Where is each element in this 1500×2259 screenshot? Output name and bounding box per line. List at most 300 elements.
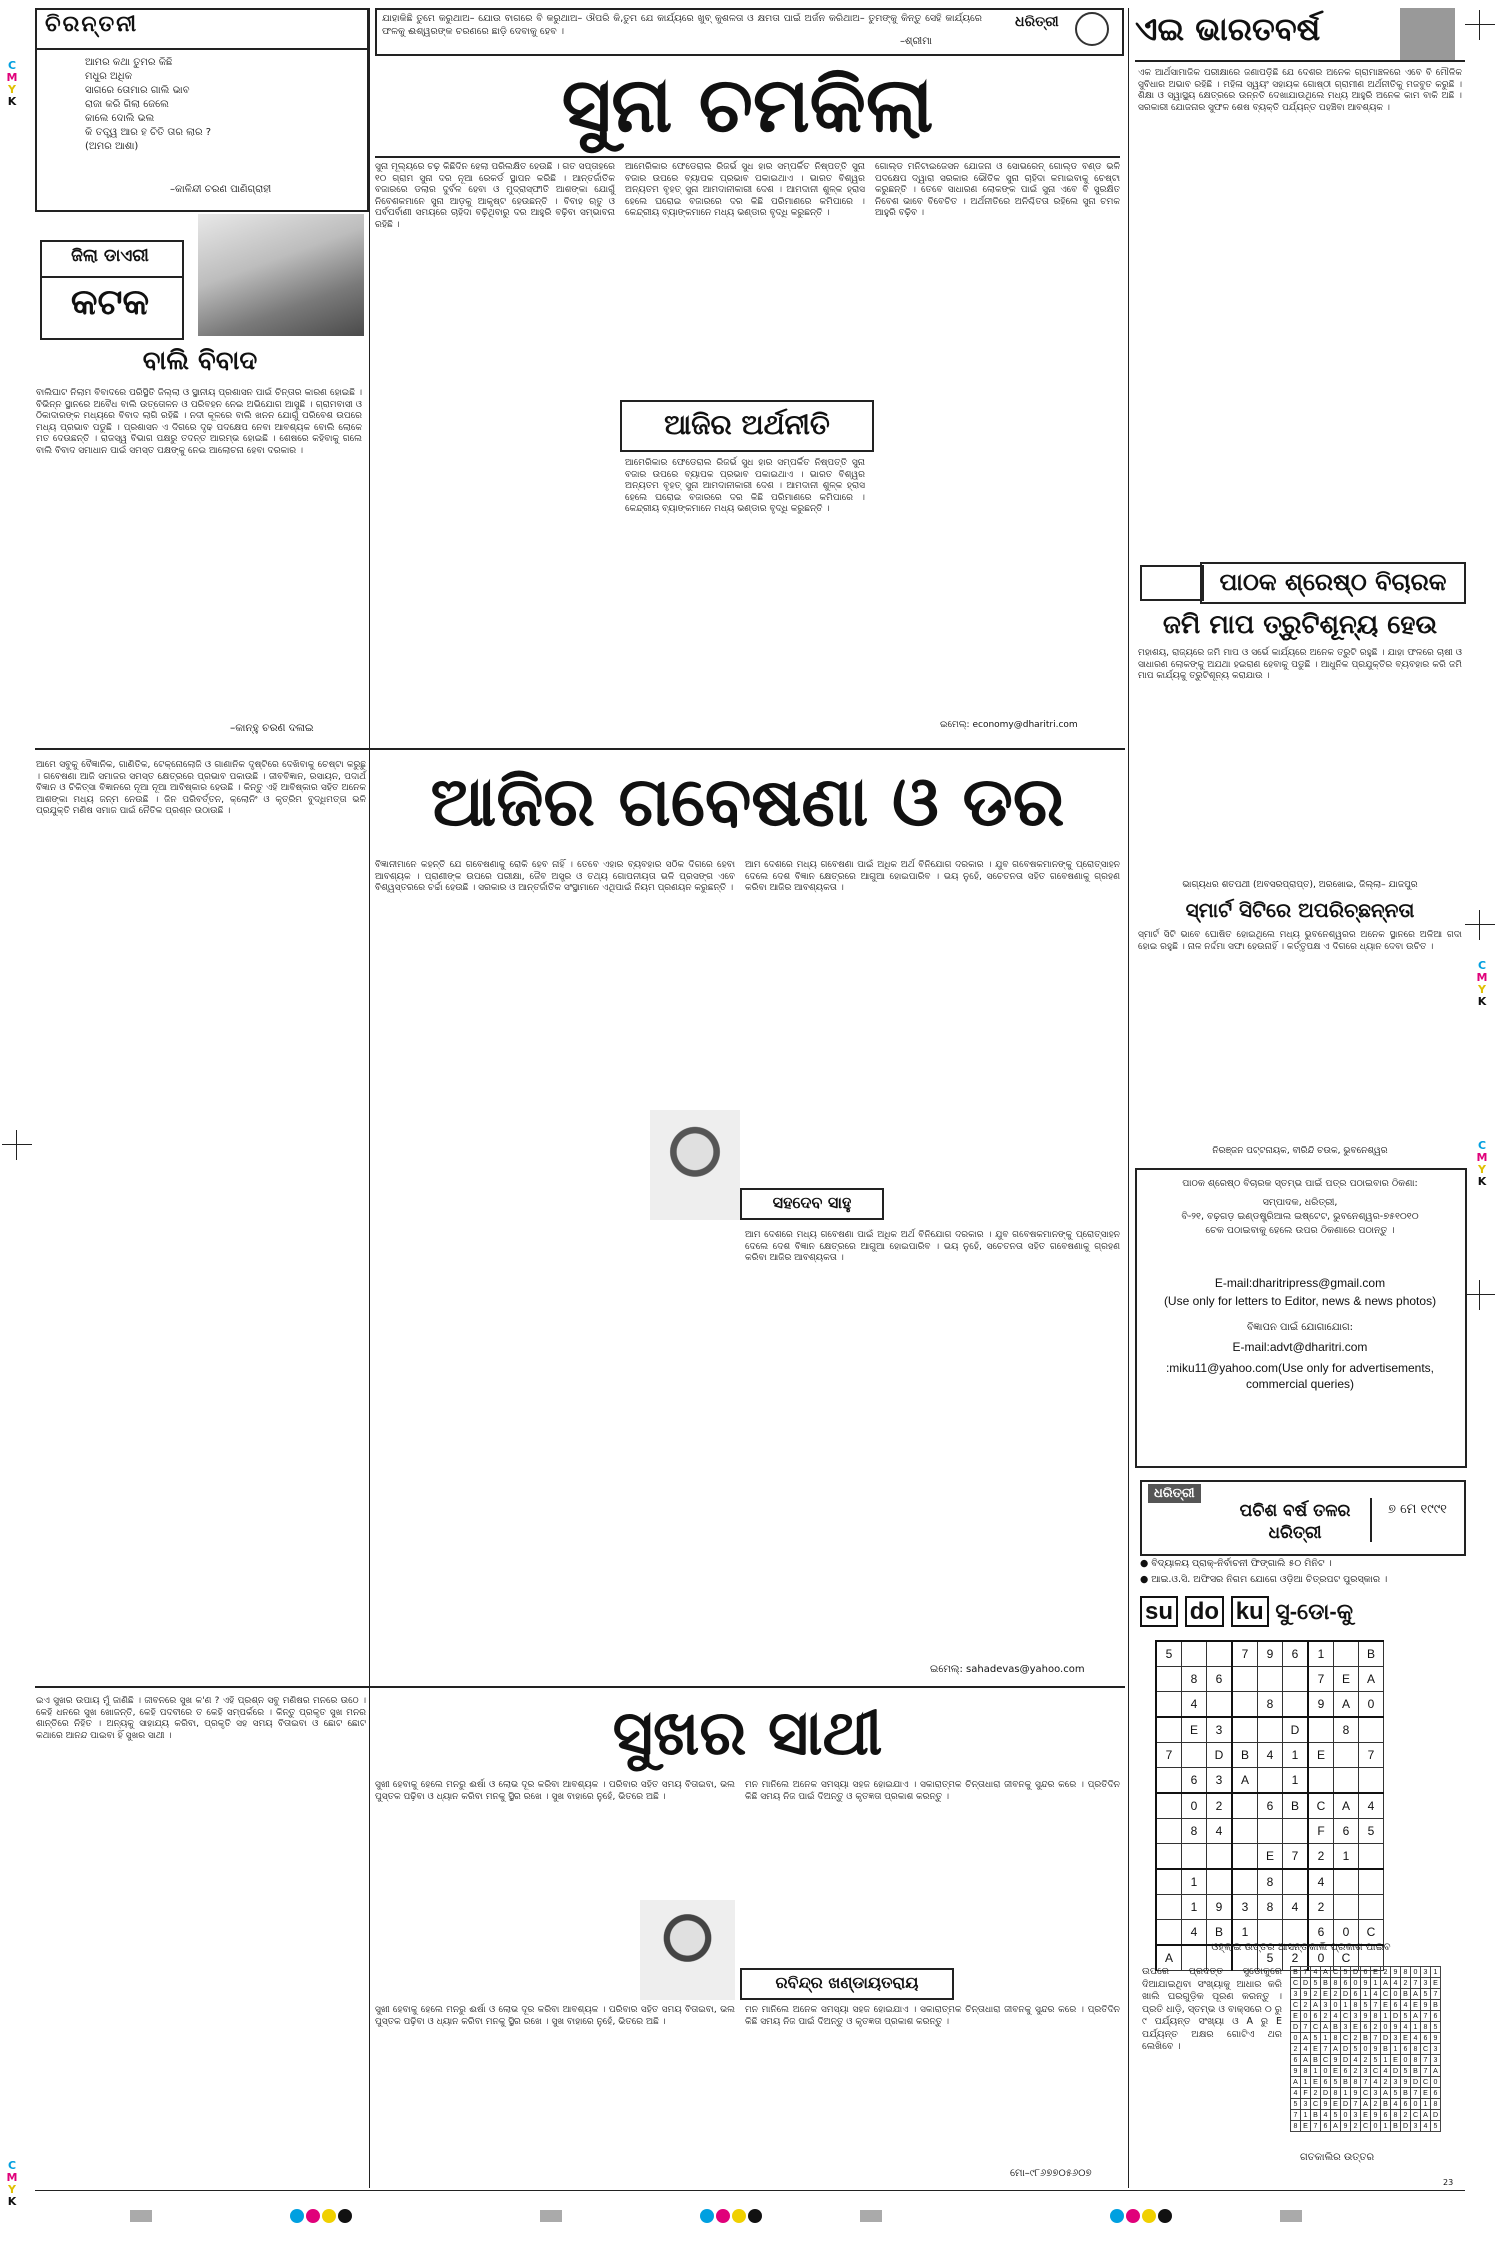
sudoku-row xyxy=(1156,1869,1384,1895)
sudoku-cell[interactable] xyxy=(1359,1895,1384,1920)
sudoku-cell: D xyxy=(1207,1743,1233,1768)
answer-cell: C xyxy=(1311,2099,1321,2110)
sudoku-cell[interactable] xyxy=(1156,1667,1182,1692)
answer-row xyxy=(1291,2099,1441,2110)
answer-cell: 8 xyxy=(1391,2110,1401,2121)
gaveshana-col3b: ଆମ ଦେଶରେ ମଧ୍ୟ ଗବେଷଣା ପାଇଁ ଅଧିକ ଅର୍ଥ ବିନିଯୋଗ ଦରକାର । ଯୁବ ଗବେଷକମାନଙ୍କୁ ପ୍ରୋତ୍ସାହନ ଦେଲେ ଦେଶ ବିଜ୍ଞାନ କ୍ଷେତ୍ରରେ ଆଗୁଆ ହୋଇପାରିବ । ଭୟ ନୁହେଁ, ସଚେତନତା ସହିତ ଗବେଷଣାକୁ ଗ୍ରହଣ କରିବା ଆଜିର ଆବଶ୍ୟକତା । xyxy=(745,1230,1123,1264)
answer-cell: 0 xyxy=(1431,2077,1441,2088)
gaveshana-col3: ଆମ ଦେଶରେ ମଧ୍ୟ ଗବେଷଣା ପାଇଁ ଅଧିକ ଅର୍ଥ ବିନିଯୋଗ ଦରକାର । ଯୁବ ଗବେଷକମାନଙ୍କୁ ପ୍ରୋତ୍ସାହନ ଦେଲେ ଦେଶ ବିଜ୍ଞାନ କ୍ଷେତ୍ରରେ ଆଗୁଆ ହୋଇପାରିବ । ଭୟ ନୁହେଁ, ସଚେତନତା ସହିତ ଗବେଷଣାକୁ ଗ୍ରହଣ କରିବା ଆଜିର ଆବଶ୍ୟକତା । xyxy=(745,860,1123,894)
sudoku-cell[interactable] xyxy=(1258,1717,1283,1743)
gaveshana-email[interactable]: ଇମେଲ୍: sahadevas@yahoo.com xyxy=(930,1664,1085,1675)
answer-row xyxy=(1291,2110,1441,2121)
sukhar-col2: ସୁଖୀ ହେବାକୁ ହେଲେ ମନରୁ ଈର୍ଷା ଓ ଲୋଭ ଦୂର କରିବା ଆବଶ୍ୟକ । ପରିବାର ସହିତ ସମୟ ବିତାଇବା, ଭଲ ପୁସ୍ତକ ପଢ଼ିବା ଓ ଧ୍ୟାନ କରିବା ମନକୁ ସ୍ଥିର ରଖେ । ସୁଖ ବାହାରେ ନୁହେଁ, ଭିତରେ ଅଛି । xyxy=(375,1780,738,1802)
dhariti25-divider xyxy=(1370,1498,1372,1542)
sudoku-cell: 0 xyxy=(1182,1793,1207,1819)
answer-cell: 9 xyxy=(1331,2055,1341,2066)
sudoku-cell[interactable] xyxy=(1156,1844,1182,1870)
registration-cross-right-top xyxy=(1465,10,1495,40)
answer-cell: 4 xyxy=(1301,2044,1311,2055)
sudoku-cell[interactable] xyxy=(1283,1869,1309,1895)
answer-cell: 8 xyxy=(1421,2022,1431,2033)
fort-photo xyxy=(198,214,364,336)
answer-cell: 0 xyxy=(1291,2033,1301,2044)
answer-cell: 1 xyxy=(1371,1978,1381,1989)
sudoku-cell[interactable] xyxy=(1232,1869,1258,1895)
sudoku-cell: 0 xyxy=(1334,1920,1359,1946)
answer-cell: 4 xyxy=(1321,2110,1331,2121)
footer-grey-4 xyxy=(1280,2210,1302,2222)
answer-cell: 1 xyxy=(1341,2088,1351,2099)
answer-cell: D xyxy=(1431,2110,1441,2121)
answer-cell: D xyxy=(1291,2022,1301,2033)
chirantani-rule xyxy=(35,48,369,50)
footer-grey-3 xyxy=(860,2210,882,2222)
bharat-section: ଏଇ ଭାରତବର୍ଷ xyxy=(1135,10,1321,48)
sudoku-cell: B xyxy=(1359,1641,1384,1667)
answer-cell: 8 xyxy=(1351,2077,1361,2088)
sudoku-cell[interactable] xyxy=(1232,1717,1258,1743)
answer-cell: 6 xyxy=(1401,2044,1411,2055)
answer-cell: D xyxy=(1341,2055,1351,2066)
sudoku-cell[interactable] xyxy=(1207,1844,1233,1870)
sudoku-cell: 6 xyxy=(1283,1641,1309,1667)
letter2-title: ସ୍ମାର୍ଟ ସିଟିରେ ଅପରିଚ୍ଛନ୍ନତା xyxy=(1185,898,1415,922)
sudoku-cell[interactable] xyxy=(1182,1844,1207,1870)
sudoku-cell: A xyxy=(1359,1667,1384,1692)
answer-cell: 1 xyxy=(1421,2099,1431,2110)
answer-cell: D xyxy=(1381,2033,1391,2044)
answer-cell: 9 xyxy=(1391,1967,1401,1978)
email3[interactable]: :miku11@yahoo.com(Use only for advertisements, commercial queries) xyxy=(1165,1361,1435,1391)
answer-cell: 1 xyxy=(1341,2000,1351,2011)
sudoku-cell[interactable] xyxy=(1283,1692,1309,1718)
answer-cell: 4 xyxy=(1421,2121,1431,2132)
sudoku-cell: A xyxy=(1232,1768,1258,1794)
suna-col2: ଆମେରିକାର ଫେଡେରାଲ ରିଜର୍ଭ ସୁଧ ହାର ସମ୍ପର୍କିତ ନିଷ୍ପତ୍ତି ସୁନା ବଜାର ଉପରେ ବ୍ୟାପକ ପ୍ରଭାବ ପକାଇଥାଏ । ଭାରତ ବିଶ୍ୱର ଅନ୍ୟତମ ବୃହତ୍ ସୁନା ଆମଦାନୀକାରୀ ଦେଶ । ଆମଦାନୀ ଶୁଳ୍କ ହ୍ରାସ ହେଲେ ଘରୋଇ ବଜାରରେ ଦର କିଛି ପରିମାଣରେ କମିପାରେ । କେନ୍ଦ୍ରୀୟ ବ୍ୟାଙ୍କମାନେ ମଧ୍ୟ ଭଣ୍ଡାର ବୃଦ୍ଧି କରୁଛନ୍ତି । xyxy=(625,162,868,219)
answer-cell: 9 xyxy=(1321,2099,1331,2110)
answer-cell: B xyxy=(1331,2022,1341,2033)
answer-cell: 5 xyxy=(1421,1989,1431,2000)
answer-cell: D xyxy=(1411,2077,1421,2088)
answer-cell: C xyxy=(1311,2022,1321,2033)
answer-cell: 7 xyxy=(1361,2077,1371,2088)
answer-cell: A xyxy=(1431,2066,1441,2077)
sudoku-cell: 1 xyxy=(1308,1641,1334,1667)
answer-cell: 6 xyxy=(1361,1967,1371,1978)
dhariti25-item2: ● ଆଇ.ଓ.ସି. ଅଫିସର ନିଗମ ଯୋଗେ ଓଡ଼ିଆ ଚିତ୍ରପଟ ପୁରସ୍କାର । xyxy=(1140,1574,1388,1585)
footer-grey-2 xyxy=(540,2210,562,2222)
zilla-title: ବାଲି ବିବାଦ xyxy=(142,346,258,376)
answer-cell: 3 xyxy=(1421,1967,1431,1978)
sudoku-cell[interactable] xyxy=(1207,1869,1233,1895)
sudoku-cell[interactable] xyxy=(1359,1768,1384,1794)
suna-box-title: ଆଜିର ଅର୍ଥନୀତି xyxy=(664,408,830,441)
answer-cell: D xyxy=(1341,2099,1351,2110)
answer-row xyxy=(1291,2088,1441,2099)
answer-cell: C xyxy=(1421,2044,1431,2055)
sudoku-cell: 3 xyxy=(1232,1895,1258,1920)
sudoku-row xyxy=(1156,1819,1384,1844)
answer-cell: 0 xyxy=(1371,2121,1381,2132)
sudoku-cell: F xyxy=(1308,1819,1334,1844)
sudoku-answer-grid xyxy=(1290,1966,1441,2132)
answer-cell: 6 xyxy=(1431,2011,1441,2022)
sudoku-cell: 3 xyxy=(1207,1717,1233,1743)
letter2-author: ନିରଞ୍ଜନ ପଟ୍ଟନାୟକ, ବୀରିନ୍ଦି ଚଉକ, ଭୁବନେଶ୍ୱର xyxy=(1212,1146,1388,1156)
answer-cell: C xyxy=(1361,2088,1371,2099)
sudoku-cell: 8 xyxy=(1334,1717,1359,1743)
sudoku-table[interactable] xyxy=(1155,1640,1384,1971)
section-divider-1 xyxy=(35,748,1125,750)
sudoku-cell[interactable] xyxy=(1156,1793,1182,1819)
dhariti25-date: ୭ ମେ ୧୯୯୧ xyxy=(1388,1502,1447,1517)
answer-cell: 4 xyxy=(1391,2099,1401,2110)
sudoku-cell[interactable] xyxy=(1258,1768,1283,1794)
answer-cell: 6 xyxy=(1321,2077,1331,2088)
envelope-icon xyxy=(1140,565,1204,601)
gaveshana-col2: ବିଜ୍ଞାନୀମାନେ କହନ୍ତି ଯେ ଗବେଷଣାକୁ ରୋକି ହେବ ନାହିଁ । ତେବେ ଏହାର ବ୍ୟବହାର ସଠିକ ଦିଗରେ ହେବା ଆବଶ୍ୟକ । ପ୍ରାଣୀଙ୍କ ଉପରେ ପରୀକ୍ଷା, ଜୈବ ଅସ୍ତ୍ର ଓ ତଥ୍ୟ ଗୋପନୀୟତା ଭଳି ପ୍ରସଙ୍ଗ ଏବେ ବିଶ୍ୱସ୍ତରରେ ଚର୍ଚ୍ଚା ହେଉଛି । ସରକାର ଓ ଆନ୍ତର୍ଜାତିକ ସଂସ୍ଥାମାନେ ଏଥିପାଇଁ ନିୟମ ପ୍ରଣୟନ କରୁଛନ୍ତି । xyxy=(375,860,738,894)
answer-cell: 9 xyxy=(1401,2077,1411,2088)
answer-cell: 2 xyxy=(1381,2077,1391,2088)
sudoku-cell[interactable] xyxy=(1283,1667,1309,1692)
answer-cell: 2 xyxy=(1351,2121,1361,2132)
answer-cell: 2 xyxy=(1331,1989,1341,2000)
answer-cell: 5 xyxy=(1431,2121,1441,2132)
answer-cell: 6 xyxy=(1361,2022,1371,2033)
sudoku-cell: 7 xyxy=(1156,1743,1182,1768)
suna-headline: ସୁନା ଚମକିଲା xyxy=(561,60,934,149)
answer-cell: D xyxy=(1391,2066,1401,2077)
answer-cell: 0 xyxy=(1351,1978,1361,1989)
sudoku-row xyxy=(1156,1895,1384,1920)
sudoku-cell: 8 xyxy=(1258,1869,1283,1895)
sudoku-cell[interactable] xyxy=(1359,1869,1384,1895)
answer-cell: D xyxy=(1391,2011,1401,2022)
sudoku-cell: 6 xyxy=(1182,1768,1207,1794)
dhariti25-label: ପଚିଶ ବର୍ଷ ତଳର ଧରିତ୍ରୀ xyxy=(1239,1501,1351,1543)
answer-cell: 8 xyxy=(1411,2044,1421,2055)
answer-cell: 5 xyxy=(1351,2044,1361,2055)
answer-cell: 4 xyxy=(1411,2033,1421,2044)
sukhar-col1: ଇଏ ସୁଖର ଉପାୟ ମୁଁ ଜାଣିଛି । ଜୀବନରେ ସୁଖ କ'ଣ ? ଏହି ପ୍ରଶ୍ନ ସବୁ ମଣିଷର ମନରେ ଉଠେ । କେହି ଧନରେ ସୁଖ ଖୋଜନ୍ତି, କେହି ପଦବୀରେ ତ କେହି ସମ୍ପର୍କରେ । କିନ୍ତୁ ପ୍ରକୃତ ସୁଖ ମନର ଶାନ୍ତିରେ ନିହିତ । ଅନ୍ୟକୁ ସାହାଯ୍ୟ କରିବା, ପ୍ରକୃତି ସହ ସମୟ ବିତାଇବା ଓ ଛୋଟ ଛୋଟ କଥାରେ ଆନନ୍ଦ ପାଇବା ହିଁ ସୁଖର ସାଥୀ । xyxy=(36,1696,369,1741)
answer-cell: E xyxy=(1381,2000,1391,2011)
answer-cell: 2 xyxy=(1381,1967,1391,1978)
answer-cell: A xyxy=(1331,2044,1341,2055)
sudoku-cell: 5 xyxy=(1156,1641,1182,1667)
sudoku-cell[interactable] xyxy=(1156,1819,1182,1844)
suna-col2b: ଆମେରିକାର ଫେଡେରାଲ ରିଜର୍ଭ ସୁଧ ହାର ସମ୍ପର୍କିତ ନିଷ୍ପତ୍ତି ସୁନା ବଜାର ଉପରେ ବ୍ୟାପକ ପ୍ରଭାବ ପକାଇଥାଏ । ଭାରତ ବିଶ୍ୱର ଅନ୍ୟତମ ବୃହତ୍ ସୁନା ଆମଦାନୀକାରୀ ଦେଶ । ଆମଦାନୀ ଶୁଳ୍କ ହ୍ରାସ ହେଲେ ଘରୋଇ ବଜାରରେ ଦର କିଛି ପରିମାଣରେ କମିପାରେ । କେନ୍ଦ୍ରୀୟ ବ୍ୟାଙ୍କମାନେ ମଧ୍ୟ ଭଣ୍ଡାର ବୃଦ୍ଧି କରୁଛନ୍ତି । xyxy=(625,458,868,515)
sudoku-cell: 5 xyxy=(1359,1819,1384,1844)
suna-col1: ସୁନା ମୂଲ୍ୟରେ ଚଢ଼ କିଛିଦିନ ହେଲା ପରିଲକ୍ଷିତ ହେଉଛି । ଗତ ସପ୍ତାହରେ ୧୦ ଗ୍ରାମ ସୁନା ଦର ନୂଆ ରେକର୍ଡ ସ୍ଥାପନ କରିଛି । ଆନ୍ତର୍ଜାତିକ ବଜାରରେ ଡଲାର ଦୁର୍ବଳ ହେବା ଓ ମୁଦ୍ରାସ୍ଫୀତି ଆଶଙ୍କା ଯୋଗୁଁ ନିବେଶକମାନେ ସୁନା ଆଡ଼କୁ ଆକୃଷ୍ଟ ହେଉଛନ୍ତି । ବିବାହ ଋତୁ ଓ ପର୍ବପର୍ବାଣୀ ସମୟରେ ଚାହିଦା ବଢ଼ିଥିବାରୁ ଦର ଆହୁରି ବଢ଼ିବା ସମ୍ଭାବନା ରହିଛି । xyxy=(375,162,618,230)
answer-cell: E xyxy=(1421,2088,1431,2099)
sudoku-cell: 7 xyxy=(1283,1844,1309,1870)
cmyk-mark-left-top: C M Y K xyxy=(6,59,18,108)
sudoku-cell: 1 xyxy=(1182,1895,1207,1920)
answer-cell: B xyxy=(1401,1989,1411,2000)
answer-cell: 0 xyxy=(1301,2011,1311,2022)
sudoku-cell[interactable] xyxy=(1334,1768,1359,1794)
sudoku-row xyxy=(1156,1844,1384,1870)
answer-cell: 8 xyxy=(1331,2088,1341,2099)
answer-cell: E xyxy=(1311,2077,1321,2088)
answer-row xyxy=(1291,2000,1441,2011)
answer-cell: 8 xyxy=(1371,2011,1381,2022)
answer-cell: 6 xyxy=(1341,1978,1351,1989)
answer-cell: 2 xyxy=(1401,2110,1411,2121)
answer-cell: 2 xyxy=(1311,2088,1321,2099)
answer-cell: C xyxy=(1411,2110,1421,2121)
sudoku-title xyxy=(1140,1598,1353,1626)
answer-cell: 3 xyxy=(1391,2077,1401,2088)
answer-cell: 7 xyxy=(1421,2066,1431,2077)
answer-cell: 2 xyxy=(1351,2033,1361,2044)
sudoku-cell: 2 xyxy=(1283,1945,1309,1971)
sudoku-cell: 2 xyxy=(1207,1793,1233,1819)
sudoku-cell: A xyxy=(1334,1692,1359,1718)
sudoku-cell: 4 xyxy=(1283,1895,1309,1920)
answer-row xyxy=(1291,1989,1441,2000)
sudoku-cell[interactable] xyxy=(1308,1717,1334,1743)
sukhar-phone: ମୋ–୯୮୬୭୭୦୫୬୦୭ xyxy=(1010,2168,1092,2179)
answer-cell: C xyxy=(1381,1989,1391,2000)
sudoku-cell[interactable] xyxy=(1232,1793,1258,1819)
sudoku-cell: 9 xyxy=(1308,1692,1334,1718)
answer-cell: 5 xyxy=(1311,1978,1321,1989)
sudoku-row xyxy=(1156,1768,1384,1794)
email1[interactable]: E-mail:dharitripress@gmail.com xyxy=(1214,1276,1386,1290)
answer-cell: A xyxy=(1381,1978,1391,1989)
sudoku-cell: 1 xyxy=(1232,1920,1258,1946)
sudoku-cell: B xyxy=(1207,1920,1233,1946)
letter2-body: ସ୍ମାର୍ଟ ସିଟି ଭାବେ ଘୋଷିତ ହୋଇଥିଲେ ମଧ୍ୟ ଭୁବନେଶ୍ୱରର ଅନେକ ସ୍ଥାନରେ ଅଳିଆ ଗଦା ହୋଇ ରହୁଛି । ନାଳ ନର୍ଦ୍ଦମା ସଫା ହେଉନାହିଁ । କର୍ତ୍ତୃପକ୍ଷ ଏ ଦିଗରେ ଧ୍ୟାନ ଦେବା ଉଚିତ । xyxy=(1138,930,1465,952)
sudoku-cell[interactable] xyxy=(1232,1667,1258,1692)
answer-cell: E xyxy=(1361,2110,1371,2121)
wheel-icon xyxy=(1075,12,1109,46)
answer-cell: 0 xyxy=(1321,2066,1331,2077)
sudoku-cell: E xyxy=(1334,1667,1359,1692)
answer-row xyxy=(1291,1967,1441,1978)
answer-cell: D xyxy=(1351,1967,1361,1978)
answer-cell: 5 xyxy=(1401,2066,1411,2077)
sudoku-cell[interactable] xyxy=(1207,1641,1233,1667)
sudoku-cell[interactable] xyxy=(1232,1844,1258,1870)
answer-cell: E xyxy=(1411,2000,1421,2011)
sudoku-cell: 6 xyxy=(1207,1667,1233,1692)
answer-cell: 1 xyxy=(1381,2055,1391,2066)
answer-cell: 9 xyxy=(1371,2110,1381,2121)
sukhar-col3: ମନ ମାନିଲେ ଅନେକ ସମସ୍ୟା ସହଜ ହୋଇଯାଏ । ସକାରାତ୍ମକ ଚିନ୍ତାଧାରା ଜୀବନକୁ ସୁନ୍ଦର କରେ । ପ୍ରତିଦିନ କିଛି ସମୟ ନିଜ ପାଇଁ ଦିଅନ୍ତୁ ଓ କୃତଜ୍ଞତା ପ୍ରକାଶ କରନ୍ତୁ । xyxy=(745,1780,1123,1802)
answer-cell: 7 xyxy=(1411,1978,1421,1989)
answer-cell: 3 xyxy=(1341,2022,1351,2033)
suna-top-rule xyxy=(375,156,1120,158)
sudoku-cell[interactable] xyxy=(1156,1768,1182,1794)
sudoku-cell: 4 xyxy=(1182,1920,1207,1946)
sudoku-cell[interactable] xyxy=(1334,1743,1359,1768)
sudoku-title-do: do xyxy=(1185,1596,1224,1627)
answer-cell: 1 xyxy=(1411,2022,1421,2033)
answer-cell: 3 xyxy=(1301,2099,1311,2110)
answer-cell: 4 xyxy=(1391,1978,1401,1989)
sudoku-cell: D xyxy=(1283,1717,1309,1743)
answer-cell: B xyxy=(1361,2033,1371,2044)
sudoku-cell[interactable] xyxy=(1334,1895,1359,1920)
answer-cell: 6 xyxy=(1291,2055,1301,2066)
answer-cell: C xyxy=(1421,2077,1431,2088)
rabindra-name: ରବିନ୍ଦ୍ର ଖଣ୍ଡାୟତରାୟ xyxy=(775,1973,919,1992)
answer-cell: 3 xyxy=(1421,1978,1431,1989)
answer-cell: E xyxy=(1391,2055,1401,2066)
answer-cell: 7 xyxy=(1291,2110,1301,2121)
answer-row xyxy=(1291,2066,1441,2077)
answer-cell: 6 xyxy=(1321,2121,1331,2132)
sudoku-cell: E xyxy=(1308,1743,1334,1768)
answer-row xyxy=(1291,2121,1441,2132)
answer-cell: 1 xyxy=(1301,2077,1311,2088)
sudoku-cell[interactable] xyxy=(1156,1717,1182,1743)
sudoku-cell: 1 xyxy=(1283,1768,1309,1794)
answer-cell: E xyxy=(1431,1978,1441,1989)
answer-cell: D xyxy=(1341,2044,1351,2055)
answer-cell: 7 xyxy=(1421,2011,1431,2022)
answer-cell: A xyxy=(1411,1989,1421,2000)
answer-cell: D xyxy=(1401,2121,1411,2132)
sudoku-cell: B xyxy=(1232,1743,1258,1768)
sudoku-cell[interactable] xyxy=(1334,1641,1359,1667)
sudoku-cell: 7 xyxy=(1359,1743,1384,1768)
answer-cell: 9 xyxy=(1361,1978,1371,1989)
sudoku-cell[interactable] xyxy=(1283,1819,1309,1844)
cmyk-mark-right-mid2: C M Y K xyxy=(1476,1139,1488,1188)
section-divider-2 xyxy=(35,1686,1125,1688)
chirantani-poem: ଆମର କଥା ତୁମର କିଛି ମଧୁର ଅଧିକ ସାଗରେ ତୋମାର ଗାଲି ଭାବ ରାଜା କରି ଗିଲା ଜେଲେ କାଲେ ଦୋଲି ଭଲ କି ତତ୍ତ୍ୱ ଆର ହ ଚିତି ତାର ଲାର ? (ଅମର ଆଶା) xyxy=(85,57,212,152)
answer-row xyxy=(1291,2033,1441,2044)
sudoku-cell[interactable] xyxy=(1156,1692,1182,1718)
sudoku-cell[interactable] xyxy=(1258,1667,1283,1692)
sudoku-title-odia: ସୁ-ଡୋ-କୁ xyxy=(1275,1599,1353,1624)
answer-cell: 8 xyxy=(1291,2121,1301,2132)
answer-cell: 7 xyxy=(1371,2000,1381,2011)
answer-cell: A xyxy=(1301,2033,1311,2044)
answer-cell: 5 xyxy=(1371,2055,1381,2066)
sahadev-photo xyxy=(650,1110,740,1220)
answer-cell: 2 xyxy=(1371,2022,1381,2033)
sudoku-grid[interactable] xyxy=(1155,1640,1384,1971)
sudoku-cell[interactable] xyxy=(1156,1869,1182,1895)
suna-col3: ଗୋଲ୍ଡ ମନିଟାଇଜେସନ ଯୋଜନା ଓ ସୋଭରେନ୍ ଗୋଲ୍ଡ ବଣ୍ଡ ଭଳି ପଦକ୍ଷେପ ଦ୍ୱାରା ସରକାର ଭୌତିକ ସୁନା ଚାହିଦା କମାଇବାକୁ ଚେଷ୍ଟା କରୁଛନ୍ତି । ତେବେ ସାଧାରଣ ଲୋକଙ୍କ ପାଇଁ ସୁନା ଏବେ ବି ସୁରକ୍ଷିତ ନିବେଶ ଭାବେ ବିବେଚିତ । ଅର୍ଥନୀତିରେ ଅନିଶ୍ଚିତତା ରହିଲେ ସୁନା ଚମକ ଆହୁରି ବଢ଼ିବ । xyxy=(875,162,1123,219)
sudoku-cell[interactable] xyxy=(1156,1895,1182,1920)
answer-cell: 7 xyxy=(1301,1967,1311,1978)
answer-row xyxy=(1291,2022,1441,2033)
dhariti25-logo: ଧରିତ୍ରୀ xyxy=(1148,1484,1201,1503)
answer-cell: 8 xyxy=(1331,1978,1341,1989)
email2[interactable]: E-mail:advt@dharitri.com xyxy=(1232,1340,1368,1354)
answer-cell: 4 xyxy=(1371,2077,1381,2088)
answer-cell: 3 xyxy=(1351,2011,1361,2022)
answer-cell: 0 xyxy=(1391,1989,1401,2000)
contact-addr: ସମ୍ପାଦକ, ଧରିତ୍ରୀ, ବି-୨୧, ବଢ଼ଗଡ଼ ଇଣ୍ଡଷ୍ଟ୍ରିଆଲ ଇଷ୍ଟେଟ, ଭୁବନେଶ୍ୱର-୭୫୧୦୧୦ ଚେକ ପଠାଇବାକୁ ହେଲେ ଉପର ଠିକଣାରେ ପଠାନ୍ତୁ । xyxy=(1181,1197,1419,1236)
sudoku-cell[interactable] xyxy=(1258,1819,1283,1844)
answer-cell: 9 xyxy=(1431,2033,1441,2044)
sudoku-cell[interactable] xyxy=(1359,1717,1384,1743)
answer-cell: 2 xyxy=(1321,2011,1331,2022)
sudoku-cell[interactable] xyxy=(1308,1768,1334,1794)
sudoku-cell: 7 xyxy=(1308,1667,1334,1692)
answer-cell: 7 xyxy=(1371,2033,1381,2044)
letter1-title: ଜମି ମାପ ତ୍ରୁଟିଶୂନ୍ୟ ହେଉ xyxy=(1162,610,1438,640)
sudoku-cell[interactable] xyxy=(1334,1869,1359,1895)
answer-cell: 8 xyxy=(1351,2000,1361,2011)
bharat-rule xyxy=(1135,60,1465,62)
answer-cell: E xyxy=(1371,1967,1381,1978)
answer-cell: 4 xyxy=(1371,1989,1381,2000)
answer-cell: A xyxy=(1381,2088,1391,2099)
sudoku-cell[interactable] xyxy=(1207,1692,1233,1718)
sudoku-cell[interactable] xyxy=(1232,1819,1258,1844)
sudoku-cell[interactable] xyxy=(1359,1844,1384,1870)
answer-cell: 0 xyxy=(1411,1967,1421,1978)
answer-cell: 7 xyxy=(1351,2099,1361,2110)
answer-cell: B xyxy=(1431,2000,1441,2011)
answer-cell: 4 xyxy=(1291,2088,1301,2099)
answer-cell: 4 xyxy=(1401,2022,1411,2033)
answer-cell: 1 xyxy=(1311,2066,1321,2077)
answer-cell: A xyxy=(1321,2022,1331,2033)
sudoku-cell: 1 xyxy=(1283,1743,1309,1768)
answer-cell: 6 xyxy=(1421,2033,1431,2044)
answer-cell: E xyxy=(1291,2011,1301,2022)
answer-cell: 5 xyxy=(1331,2110,1341,2121)
india-map-icon xyxy=(1400,8,1455,60)
registration-cross-right-mid xyxy=(1465,910,1495,940)
zilla-author: –କାନ୍ହୁ ଚରଣ ଦଳାଇ xyxy=(230,722,314,734)
sudoku-cell: 6 xyxy=(1334,1819,1359,1844)
answer-cell: 3 xyxy=(1321,2000,1331,2011)
answer-cell: 4 xyxy=(1331,2011,1341,2022)
answer-cell: B xyxy=(1311,2110,1321,2121)
answer-cell: 0 xyxy=(1401,2055,1411,2066)
col-rule-right xyxy=(1128,8,1129,2188)
answer-cell: 8 xyxy=(1431,2099,1441,2110)
answer-cell: 9 xyxy=(1341,2121,1351,2132)
sudoku-cell[interactable] xyxy=(1232,1692,1258,1718)
answer-cell: C xyxy=(1371,2066,1381,2077)
answer-cell: A xyxy=(1411,2011,1421,2022)
zilla-district: କଟକ xyxy=(70,282,150,323)
answer-cell: 9 xyxy=(1421,2000,1431,2011)
answer-cell: 1 xyxy=(1361,1989,1371,2000)
sudoku-cell: 8 xyxy=(1182,1667,1207,1692)
sudoku-row xyxy=(1156,1692,1384,1718)
sudoku-title-ku: ku xyxy=(1231,1596,1269,1627)
sudoku-cell[interactable] xyxy=(1182,1743,1207,1768)
sudoku-note: ଓହ୍ଲାଇ ଉତ୍ତର ଆସନ୍ତାକାଲି ପ୍ରକାଶ ପାଇବ xyxy=(1211,1942,1391,1953)
answer-cell: 8 xyxy=(1411,2055,1421,2066)
answer-cell: 3 xyxy=(1351,2110,1361,2121)
answer-cell: B xyxy=(1311,2055,1321,2066)
answer-cell: E xyxy=(1301,2121,1311,2132)
sudoku-cell: 1 xyxy=(1334,1844,1359,1870)
answer-cell: A xyxy=(1321,1967,1331,1978)
answer-cell: 0 xyxy=(1381,2022,1391,2033)
answer-cell: 2 xyxy=(1351,2066,1361,2077)
answer-cell: 6 xyxy=(1381,2110,1391,2121)
registration-cross-right-mid2 xyxy=(1465,1280,1495,1310)
answer-cell: 9 xyxy=(1391,2022,1401,2033)
sudoku-cell[interactable] xyxy=(1182,1641,1207,1667)
sudoku-cell: B xyxy=(1283,1793,1309,1819)
answer-cell: 0 xyxy=(1341,2110,1351,2121)
cmyk-mark-left-bottom: C M Y K xyxy=(6,2159,18,2208)
